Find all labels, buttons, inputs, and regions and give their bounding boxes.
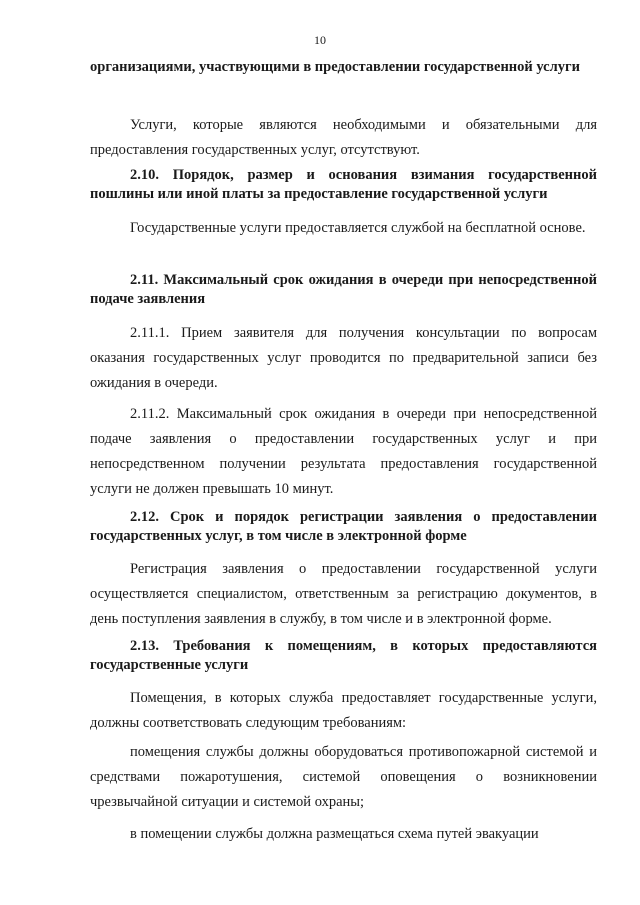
- paragraph: 2.11.1. Прием заявителя для получения консультации по вопросам оказания государственных услуг проводится по предварительной записи без ожидания в очереди.: [90, 325, 597, 391]
- paragraph: 2.11.2. Максимальный срок ожидания в очереди при непосредственной подаче заявления о предоставлении государственных услуг и при непосредственном получении результата предоставления государственной услуги не должен превышать 10 минут.: [90, 406, 597, 497]
- paragraph: Регистрация заявления о предоставлении государственной услуги осуществляется специалистом, ответственным за регистрацию документов, в день поступления заявления в службу, в том числе и в электронной форме.: [90, 561, 597, 627]
- section-heading: 2.12. Срок и порядок регистрации заявления о предоставлении государственных услуг, в том числе в электронной форме: [90, 509, 597, 544]
- paragraph: Услуги, которые являются необходимыми и обязательными для предоставления государственных услуг, отсутствуют.: [90, 117, 597, 158]
- paragraph: Помещения, в которых служба предоставляет государственные услуги, должны соответствовать следующим требованиям:: [90, 690, 597, 731]
- paragraph: Государственные услуги предоставляется службой на бесплатной основе.: [130, 220, 586, 236]
- section-heading: 2.13. Требования к помещениям, в которых предоставляются государственные услуги: [90, 638, 597, 673]
- list-item: помещения службы должны оборудоваться противопожарной системой и средствами пожаротушения, системой оповещения о возникновении чрезвычайной ситуации и системой охраны;: [90, 744, 597, 810]
- section-heading: 2.10. Порядок, размер и основания взимания государственной пошлины или иной платы за предоставление государственной услуги: [90, 167, 597, 202]
- section-heading: организациями, участвующими в предоставлении государственной услуги: [90, 59, 580, 75]
- page-number: 10: [314, 33, 326, 47]
- section-heading: 2.11. Максимальный срок ожидания в очереди при непосредственной подаче заявления: [90, 272, 597, 307]
- list-item: в помещении службы должна размещаться схема путей эвакуации: [130, 826, 539, 842]
